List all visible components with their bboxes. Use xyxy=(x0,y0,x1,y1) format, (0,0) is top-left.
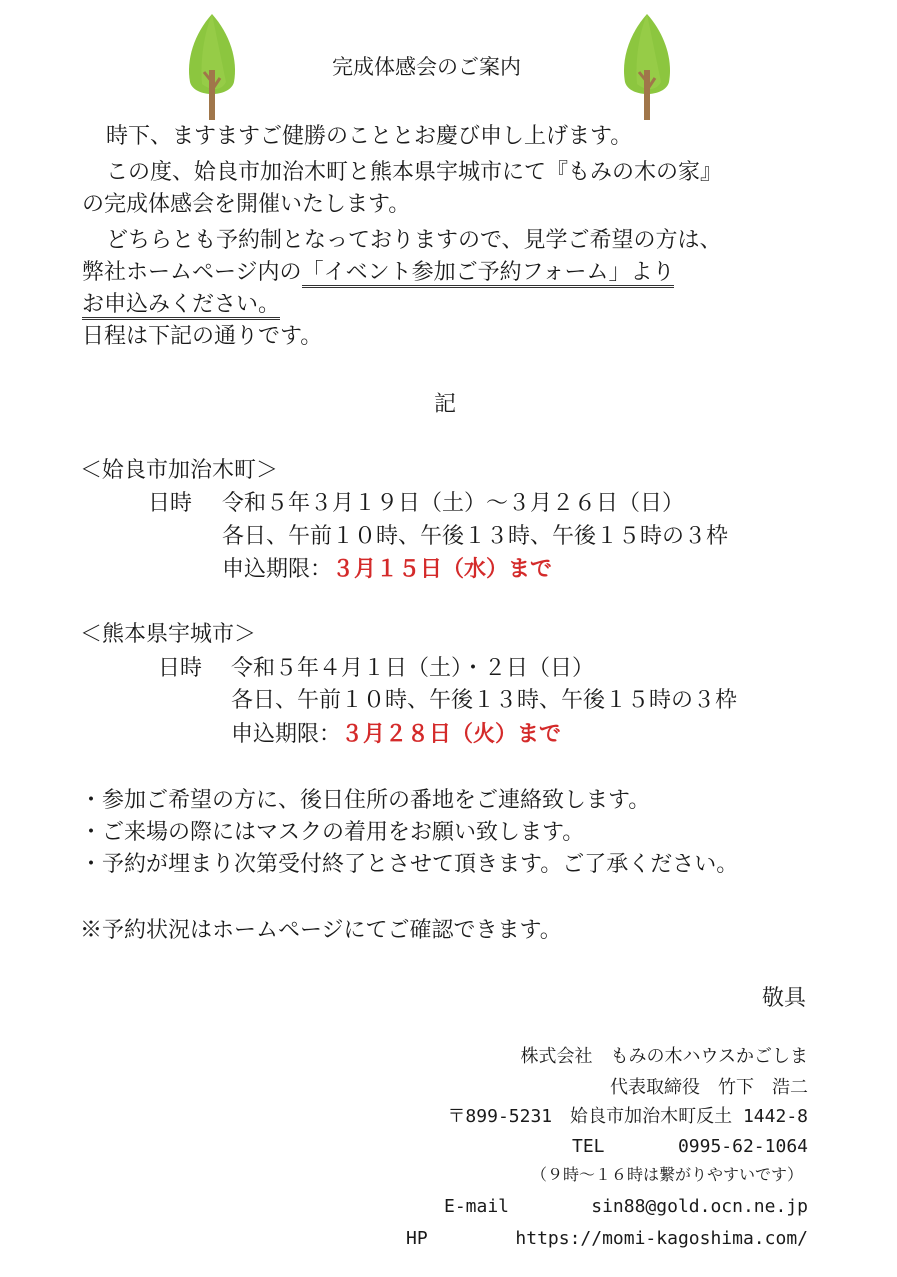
intro-line-7: 日程は下記の通りです。 xyxy=(82,324,323,349)
intro-line-4: どちらとも予約制となっておりますので、見学ご希望の方は、 xyxy=(106,228,722,253)
venue-slots: 各日、午前１０時、午後１３時、午後１５時の３枠 xyxy=(231,688,738,713)
datetime-label: 日時 xyxy=(158,656,203,681)
tel-label: TEL xyxy=(572,1136,605,1157)
closing: 敬具 xyxy=(762,986,807,1011)
intro-line-1: 時下、ますますご健勝のこととお慶び申し上げます。 xyxy=(106,124,633,149)
email-label: E-mail xyxy=(444,1196,510,1217)
tree-left-icon xyxy=(182,12,242,122)
page-title: 完成体感会のご案内 xyxy=(332,55,521,79)
remark: ※予約状況はホームページにてご確認できます。 xyxy=(80,918,562,943)
tel-number[interactable]: 0995-62-1064 xyxy=(677,1136,808,1157)
intro-line-5-prefix: 弊社ホームページ内の xyxy=(82,260,302,285)
deadline-label: 申込期限： xyxy=(231,722,342,747)
deadline-value: ３月１５日（水）まで xyxy=(332,556,553,582)
venue-slots: 各日、午前１０時、午後１３時、午後１５時の３枠 xyxy=(222,524,729,549)
intro-line-6 xyxy=(82,290,280,320)
apply-text: お申込みください。 xyxy=(82,292,280,320)
company-name: 株式会社 もみの木ハウスかごしま xyxy=(520,1046,808,1067)
note-item: ・予約が埋まり次第受付終了とさせて頂きます。ご了承ください。 xyxy=(80,852,739,877)
tel-note: （９時～１６時は繋がりやすいです） xyxy=(530,1165,803,1184)
intro-line-3: の完成体感会を開催いたします。 xyxy=(82,192,411,217)
company-rep: 代表取締役 竹下 浩二 xyxy=(610,1077,808,1098)
venue-name: ＜熊本県宇城市＞ xyxy=(80,622,257,647)
intro-line-2: この度、姶良市加治木町と熊本県宇城市にて『もみの木の家』 xyxy=(106,160,723,185)
datetime-label: 日時 xyxy=(148,491,193,516)
tree-right-icon xyxy=(617,12,677,122)
note-item: ・参加ご希望の方に、後日住所の番地をご連絡致します。 xyxy=(80,788,651,813)
deadline-value: ３月２８日（火）まで xyxy=(341,721,562,747)
venue-date: 令和５年３月１９日（土）～３月２６日（日） xyxy=(222,491,685,516)
hp-label: HP xyxy=(406,1228,428,1249)
reservation-form-link[interactable]: 「イベント参加ご予約フォーム」より xyxy=(302,260,675,288)
ki-heading: 記 xyxy=(434,392,457,417)
venue-deadline xyxy=(222,554,552,585)
hp-url[interactable]: https://momi-kagoshima.com/ xyxy=(515,1228,808,1249)
intro-line-5 xyxy=(82,258,674,288)
deadline-label: 申込期限： xyxy=(222,557,333,582)
company-address: 〒899-5231 姶良市加治木町反土 1442-8 xyxy=(447,1106,808,1127)
venue-deadline xyxy=(231,719,561,750)
note-item: ・ご来場の際にはマスクの着用をお願い致します。 xyxy=(80,820,585,845)
venue-name: ＜姶良市加治木町＞ xyxy=(80,458,279,483)
email-address[interactable]: sin88@gold.ocn.ne.jp xyxy=(591,1196,808,1217)
venue-date: 令和５年４月１日（土）・２日（日） xyxy=(231,656,595,681)
